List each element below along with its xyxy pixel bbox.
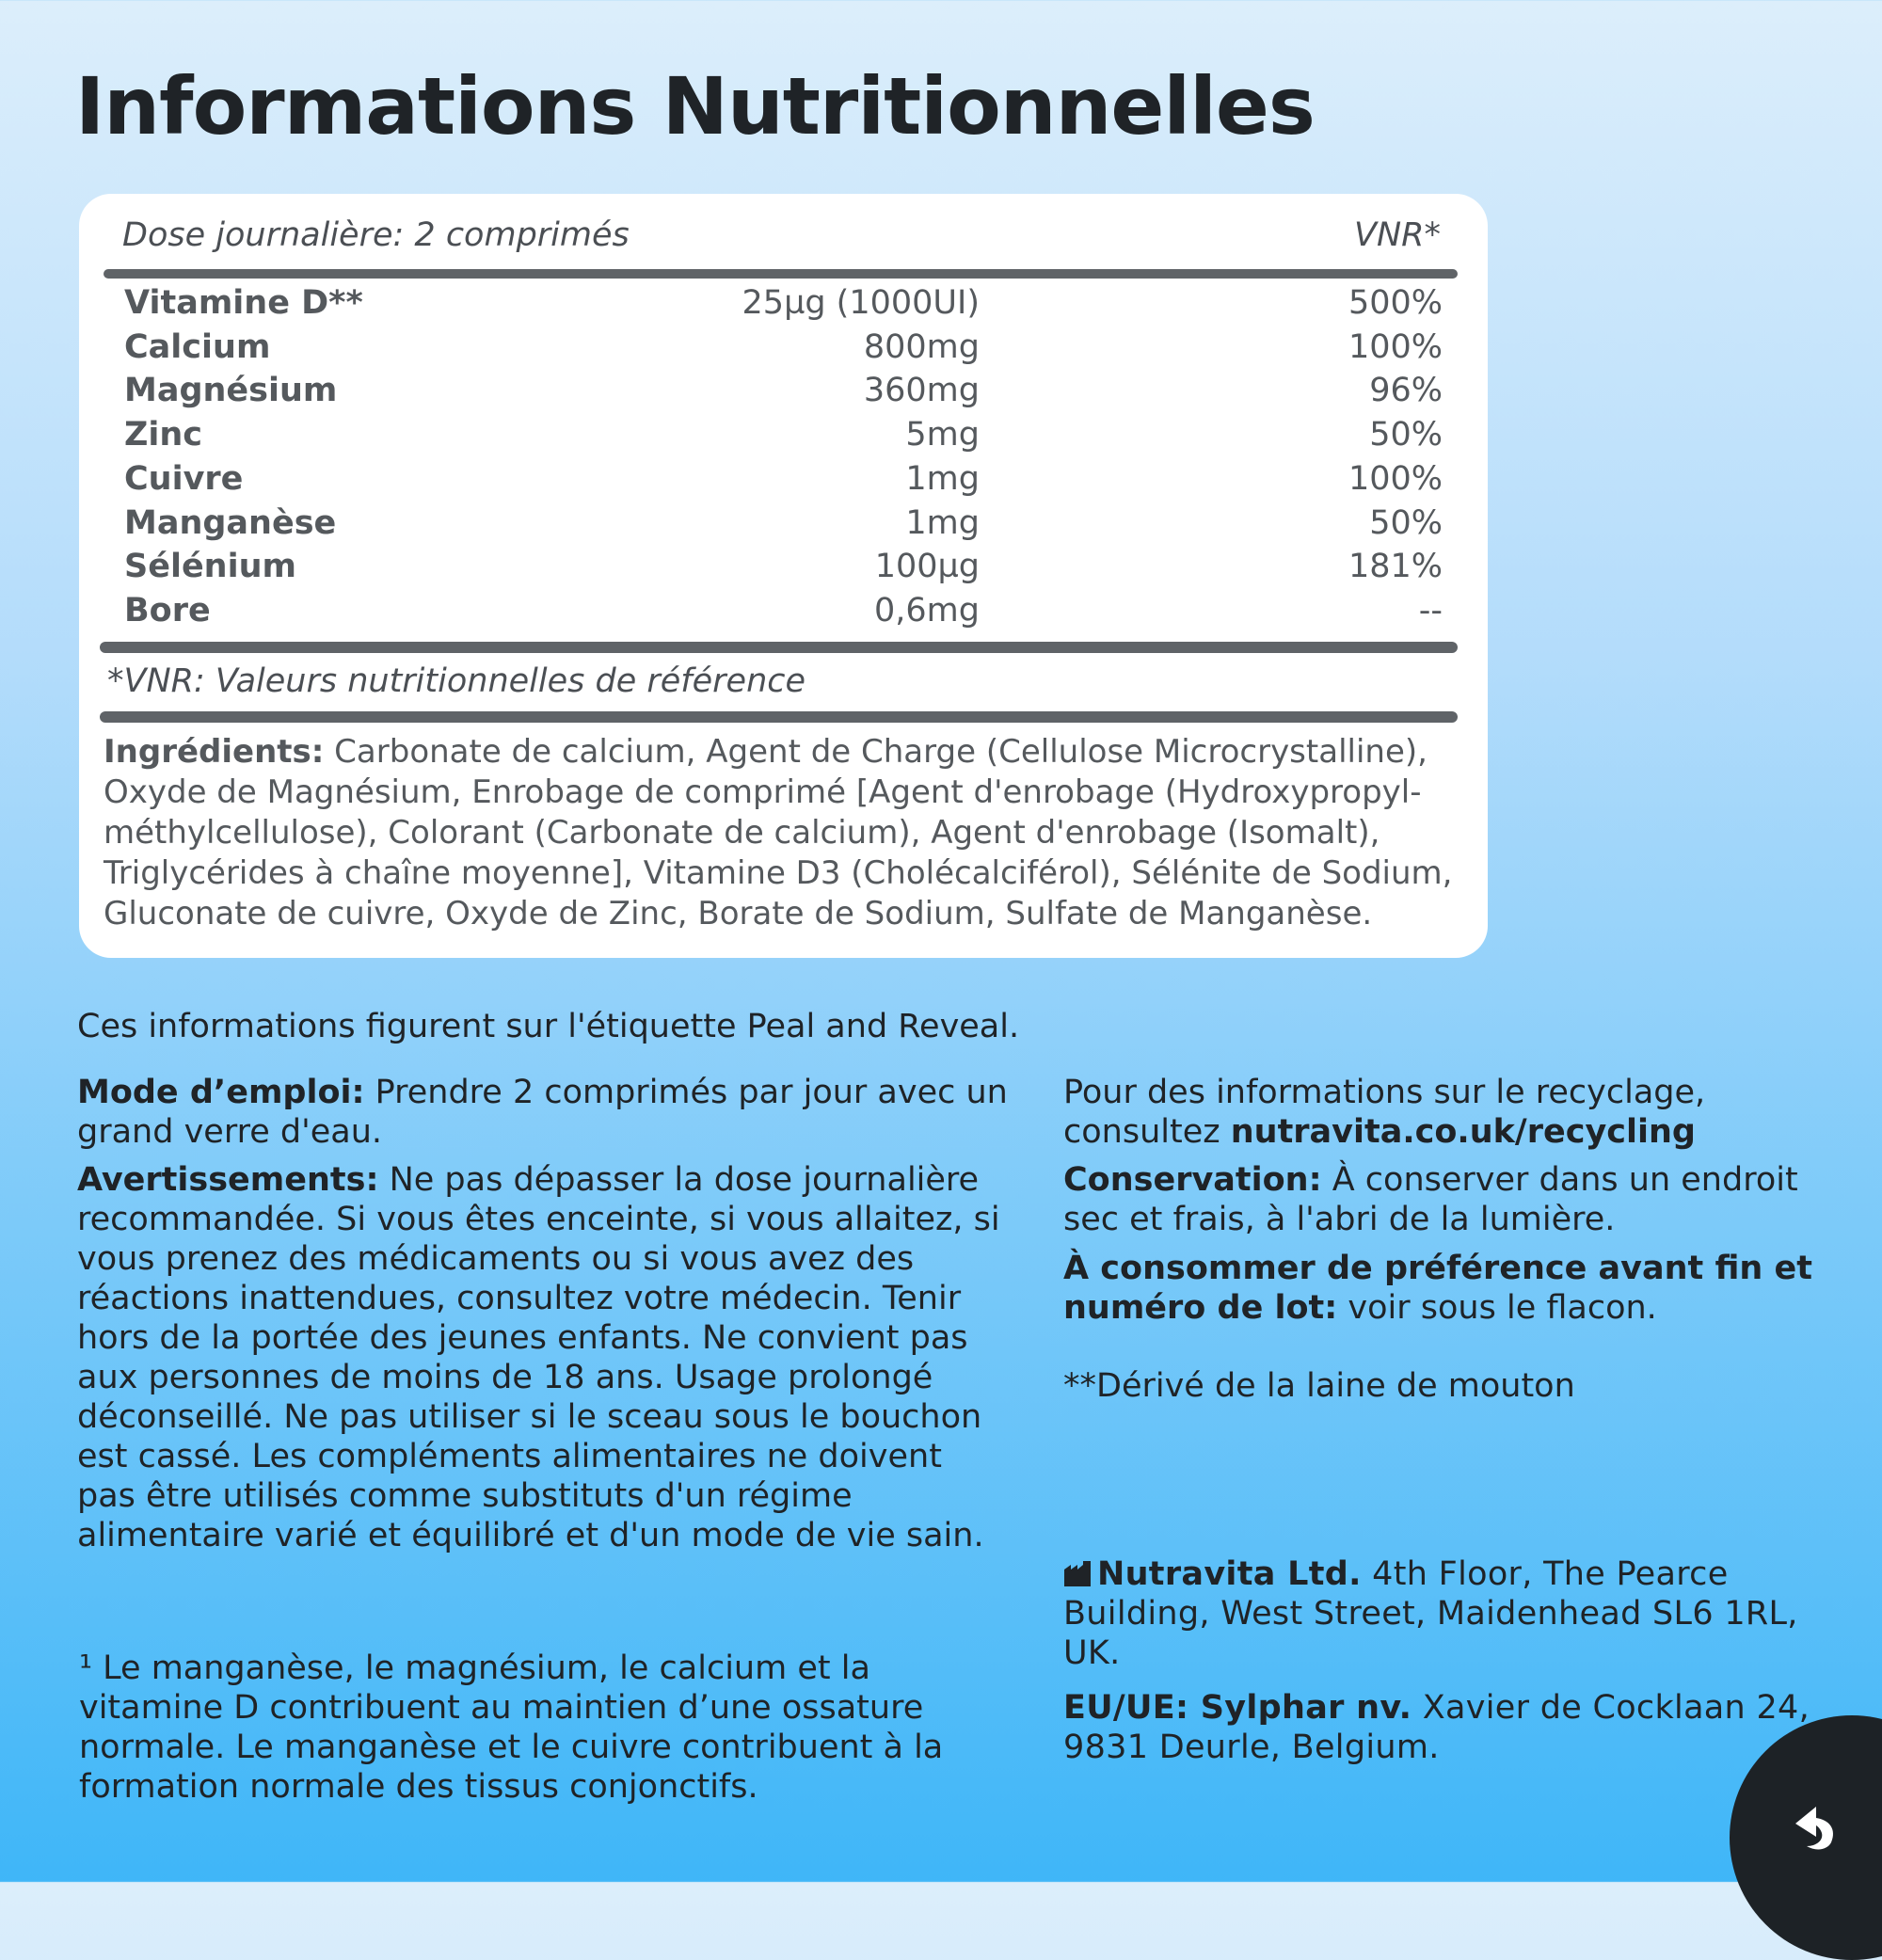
nutrient-amount: 800mg — [863, 327, 980, 366]
best-before-body: voir sous le flacon. — [1337, 1289, 1657, 1327]
recycling-body: Pour des informations sur le recyclage, consultez — [1063, 1074, 1706, 1151]
best-before-label: À consommer de préférence avant fin et numéro de lot: — [1063, 1250, 1812, 1327]
nutrient-vnr: 50% — [1369, 503, 1443, 542]
storage-body: À conserver dans un endroit sec et frais, à l'abri de la lumière. — [1063, 1161, 1798, 1238]
eu-representative — [1063, 1688, 1816, 1767]
nutrient-amount: 360mg — [863, 372, 980, 410]
ingredients-text — [104, 732, 1468, 934]
vnr-footnote: *VNR: Valeurs nutritionnelles de référence — [107, 662, 806, 700]
recycling-link[interactable]: nutravita.co.uk/recycling — [1230, 1113, 1696, 1151]
nutrient-row — [79, 416, 1488, 459]
nutrient-name: Zinc — [124, 416, 203, 454]
nutrient-name: Cuivre — [124, 459, 244, 498]
nutrition-panel — [79, 194, 1488, 958]
manufacturer-name: Nutravita Ltd. — [1097, 1555, 1362, 1593]
nutrient-amount: 5mg — [905, 416, 980, 454]
health-claim-footnote: ¹ Le manganèse, le magnésium, le calcium et la vitamine D contribuent au maintien d’une ossature normale. Le manganèse et le cuivre contribuent à la formation normale des tissus conjonctifs. — [79, 1649, 944, 1806]
ingredients-label: Ingrédients: — [104, 733, 325, 771]
curl-arrow-icon — [1788, 1778, 1844, 1854]
nutrient-name: Vitamine D** — [124, 284, 363, 322]
directions-text — [77, 1073, 1009, 1152]
recycling-text — [1063, 1073, 1816, 1152]
nutrient-amount: 0,6mg — [874, 591, 980, 629]
nutrient-amount: 1mg — [905, 459, 980, 498]
nutrient-name: Bore — [124, 591, 211, 629]
warnings-label: Avertissements: — [77, 1161, 379, 1199]
nutrient-vnr: -- — [1418, 591, 1443, 629]
dose-header — [122, 216, 1441, 263]
page-title: Informations Nutritionnelles — [75, 60, 1315, 152]
nutrient-vnr: 500% — [1348, 284, 1443, 322]
nutrient-vnr: 96% — [1369, 372, 1443, 410]
manufacturer-location: 4th Floor, The Pearce Building, West Street, Maidenhead SL6 1RL, UK. — [1063, 1555, 1798, 1672]
ingredients-list: Carbonate de calcium, Agent de Charge (Cellulose Microcrystalline), Oxyde de Magnésium, Enrobage de comprimé [Agent d'enrobage (Hydroxypropyl-méthylcellulose), Colorant (Carbonate de calcium), Agent d'enrobage (Isomalt), Triglycérides à chaîne moyenne], Vitamine D3 (Cholécalciférol), Sélénite de Sodium, Gluconate de cuivre, Oxyde de Zinc, Borate de Sodium, Sulfate de Manganèse. — [104, 733, 1453, 932]
storage-label: Conservation: — [1063, 1161, 1322, 1199]
divider-middle — [100, 642, 1458, 653]
nutrient-row — [79, 284, 1488, 327]
manufacturer-address — [1063, 1554, 1816, 1673]
warnings-body: Ne pas dépasser la dose journalière recommandée. Si vous êtes enceinte, si vous allaitez, si vous prenez des médicaments ou si vous avez des réactions inattendues, consultez votre médecin. Tenir hors de la portée des jeunes enfants. Ne convient pas aux personnes de moins de 18 ans. Usage prolongé déconseillé. Ne pas utiliser si le sceau sous le bouchon est cassé. Les compléments alimentaires ne doivent pas être utilisés comme substituts d'un régime alimentaire varié et équilibré et d'un mode de vie sain. — [77, 1161, 1000, 1554]
nutrient-row — [79, 328, 1488, 372]
nutrient-vnr: 181% — [1348, 548, 1443, 586]
directions-label: Mode d’emploi: — [77, 1074, 365, 1111]
nutrient-row — [79, 548, 1488, 591]
vnr-header: VNR* — [1354, 216, 1441, 254]
eu-rep-address: Xavier de Cocklaan 24, 9831 Deurle, Belgium. — [1063, 1689, 1810, 1766]
nutrient-amount: 100µg — [874, 548, 980, 586]
nutrient-row — [79, 592, 1488, 635]
nutrient-name: Calcium — [124, 327, 271, 366]
best-before-text — [1063, 1249, 1816, 1328]
nutrient-row — [79, 460, 1488, 503]
eu-rep-label: EU/UE: Sylphar nv. — [1063, 1689, 1412, 1727]
factory-icon — [1063, 1560, 1092, 1586]
nutrient-amount: 1mg — [905, 503, 980, 542]
divider-top — [104, 269, 1458, 279]
warnings-text — [77, 1160, 1009, 1555]
directions-body: Prendre 2 comprimés par jour avec un grand verre d'eau. — [77, 1074, 1008, 1151]
divider-bottom — [100, 711, 1458, 723]
nutrient-name: Sélénium — [124, 548, 296, 586]
peal-note: Ces informations figurent sur l'étiquette Peal and Reveal. — [77, 1008, 1020, 1045]
nutrient-name: Manganèse — [124, 503, 337, 542]
nutrient-vnr: 50% — [1369, 416, 1443, 454]
dose-label: Dose journalière: 2 comprimés — [122, 216, 630, 254]
nutrient-amount: 25µg (1000UI) — [742, 284, 980, 322]
nutrient-row — [79, 504, 1488, 548]
storage-text — [1063, 1160, 1816, 1239]
nutrient-name: Magnésium — [124, 372, 338, 410]
nutrient-row — [79, 372, 1488, 415]
wool-note: **Dérivé de la laine de mouton — [1063, 1367, 1575, 1405]
nutrient-vnr: 100% — [1348, 327, 1443, 366]
nutrient-vnr: 100% — [1348, 459, 1443, 498]
